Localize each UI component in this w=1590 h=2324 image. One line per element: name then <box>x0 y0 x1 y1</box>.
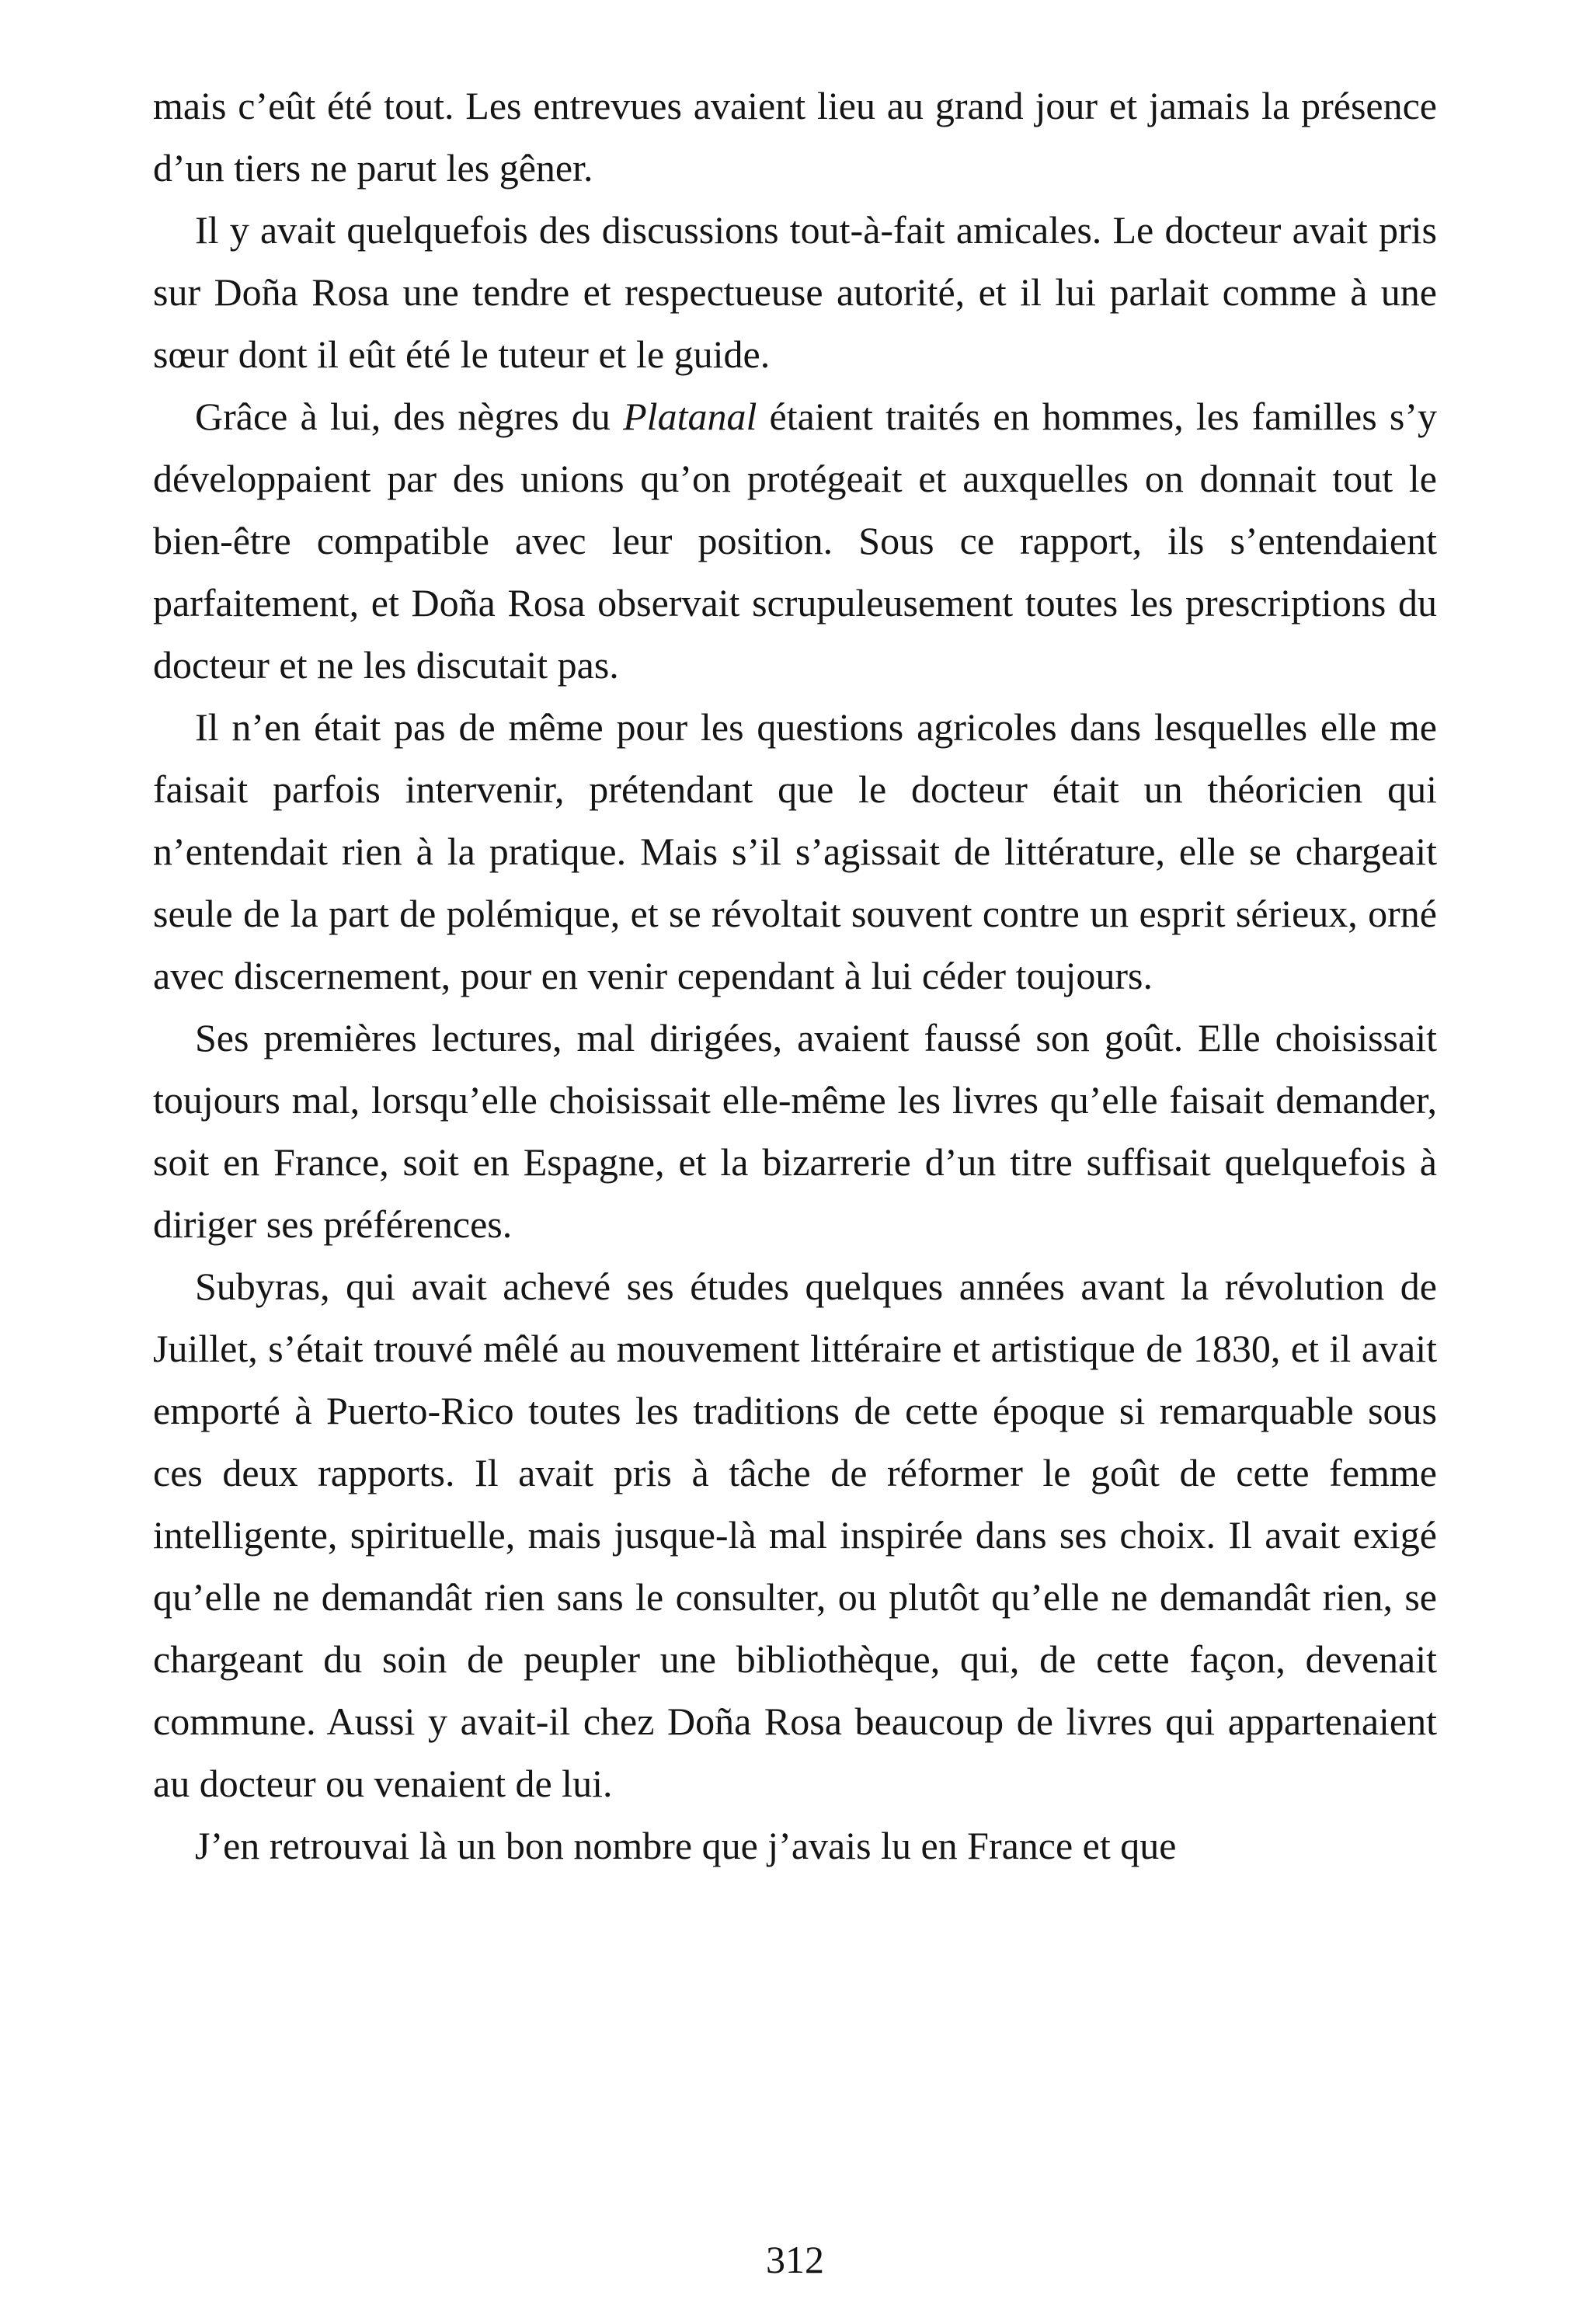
paragraph <box>153 75 1437 199</box>
italic-text-run: Platanal <box>623 395 757 438</box>
page-text <box>153 75 1437 1877</box>
text-run: étaient traités en hommes, les familles s’y développaient par des unions qu’on protégeait et auxquelles on donnait tout le bien-être compatible avec leur position. Sous ce rapport, ils s’entendaient parfaitement, et Doña Rosa observait scrupuleusement toutes les prescriptions du docteur et ne les discutait pas. <box>153 395 1437 687</box>
text-run: mais c’eût été tout. Les entrevues avaient lieu au grand jour et jamais la présence d’un tiers ne parut les gêner. <box>153 84 1437 190</box>
paragraph <box>153 385 1437 696</box>
text-run: Il n’en était pas de même pour les questions agricoles dans lesquelles elle me faisait parfois intervenir, prétendant que le docteur était un théoricien qui n’entendait rien à la pratique. Mais s’il s’agissait de littérature, elle se chargeait seule de la part de polémique, et se révoltait souvent contre un esprit sérieux, orné avec discernement, pour en venir cependant à lui céder toujours. <box>153 705 1437 997</box>
paragraph <box>153 1007 1437 1255</box>
text-run: J’en retrouvai là un bon nombre que j’avais lu en France et que <box>195 1824 1177 1867</box>
paragraph <box>153 1814 1437 1877</box>
text-run: Subyras, qui avait achevé ses études quelques années avant la révolution de Juillet, s’était trouvé mêlé au mouvement littéraire et artistique de 1830, et il avait emporté à Puerto-Rico toutes les traditions de cette époque si remarquable sous ces deux rapports. Il avait pris à tâche de réformer le goût de cette femme intelligente, spirituelle, mais jusque-là mal inspirée dans ses choix. Il avait exigé qu’elle ne demandât rien sans le consulter, ou plutôt qu’elle ne demandât rien, se chargeant du soin de peupler une bibliothèque, qui, de cette façon, devenait commune. Aussi y avait-il chez Doña Rosa beaucoup de livres qui appartenaient au docteur ou venaient de lui. <box>153 1265 1437 1805</box>
paragraph <box>153 199 1437 385</box>
paragraph <box>153 1255 1437 1814</box>
text-run: Ses premières lectures, mal dirigées, avaient faussé son goût. Elle choisissait toujours mal, lorsqu’elle choisissait elle-même les livres qu’elle faisait demander, soit en France, soit en Espagne, et la bizarrerie d’un titre suffisait quelquefois à diriger ses préférences. <box>153 1016 1437 1246</box>
text-run: Il y avait quelquefois des discussions tout-à-fait amicales. Le docteur avait pris sur Doña Rosa une tendre et respectueuse autorité, et il lui parlait comme à une sœur dont il eût été le tuteur et le guide. <box>153 208 1437 376</box>
paragraph <box>153 696 1437 1007</box>
text-run: Grâce à lui, des nègres du <box>195 395 624 438</box>
page-number: 312 <box>766 2238 824 2281</box>
